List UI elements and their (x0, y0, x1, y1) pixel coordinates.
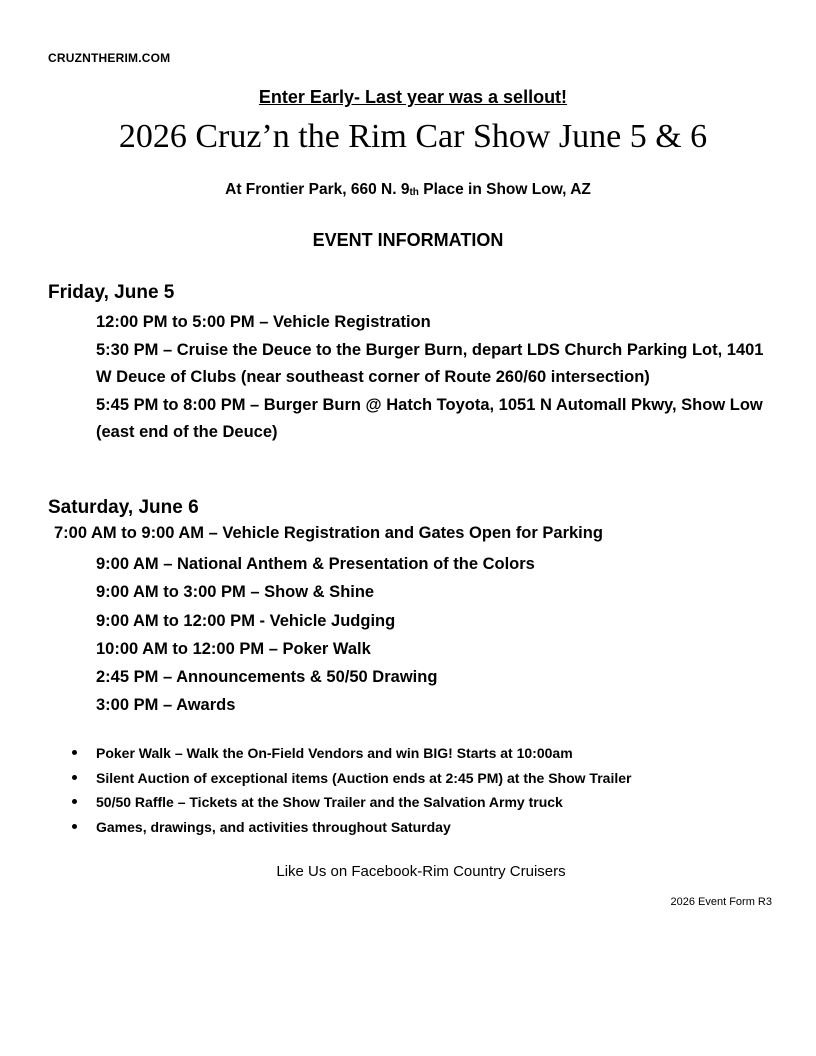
schedule-item: 12:00 PM to 5:00 PM – Vehicle Registration (96, 313, 431, 331)
bullet-icon (72, 750, 77, 755)
friday-heading: Friday, June 5 (48, 282, 175, 303)
list-item-text: Games, drawings, and activities throughout Saturday (96, 818, 451, 835)
schedule-item: 9:00 AM to 3:00 PM – Show & Shine (96, 583, 375, 602)
bullet-icon (72, 799, 77, 804)
event-info-heading: EVENT INFORMATION (312, 230, 504, 250)
schedule-item: 7:00 AM to 9:00 AM – Vehicle Registration and Gates Open for Parking (54, 524, 603, 542)
facebook-note: Like Us on Facebook-Rim Country Cruisers (276, 863, 566, 880)
bullet-icon (72, 824, 77, 829)
schedule-item: 3:00 PM – Awards (96, 696, 236, 715)
location-line (0, 181, 816, 199)
list-item (72, 743, 792, 768)
list-item (72, 768, 792, 793)
location-prefix: At Frontier Park, 660 N. 9 (225, 181, 410, 198)
saturday-heading: Saturday, June 6 (48, 497, 199, 518)
schedule-item: 9:00 AM to 12:00 PM - Vehicle Judging (96, 611, 396, 630)
schedule-item: 5:30 PM – Cruise the Deuce to the Burger Burn, depart LDS Church Parking Lot, 1401 W Deuce of Clubs (near southeast corner of Route 260/60 intersection) (96, 340, 764, 386)
schedule-item: 2:45 PM – Announcements & 50/50 Drawing (96, 668, 438, 687)
saturday-schedule (96, 550, 776, 720)
form-code: 2026 Event Form R3 (670, 896, 772, 908)
site-url: CRUZNTHERIM.COM (48, 51, 171, 65)
list-item-text: Poker Walk – Walk the On-Field Vendors and win BIG! Starts at 10:00am (96, 745, 573, 761)
location-rest: Place in Show Low, AZ (418, 181, 591, 198)
location-ordinal-suffix: th (409, 187, 419, 198)
friday-schedule (96, 309, 776, 447)
bullet-icon (72, 775, 77, 780)
schedule-item: 5:45 PM to 8:00 PM – Burger Burn @ Hatch Toyota, 1051 N Automall Pkwy, Show Low (east end of the Deuce) (96, 395, 763, 441)
highlights-list (72, 743, 792, 841)
list-item-text: Silent Auction of exceptional items (Auction ends at 2:45 PM) at the Show Trailer (96, 769, 632, 786)
tagline: Enter Early- Last year was a sellout! (258, 87, 568, 107)
list-item-text: 50/50 Raffle – Tickets at the Show Trailer and the Salvation Army truck (96, 794, 563, 810)
list-item (72, 792, 792, 817)
schedule-item: 9:00 AM – National Anthem & Presentation of the Colors (96, 555, 535, 573)
list-item (72, 817, 792, 842)
schedule-item: 10:00 AM to 12:00 PM – Poker Walk (96, 639, 371, 658)
page-title: 2026 Cruz’n the Rim Car Show June 5 & 6 (118, 118, 708, 155)
